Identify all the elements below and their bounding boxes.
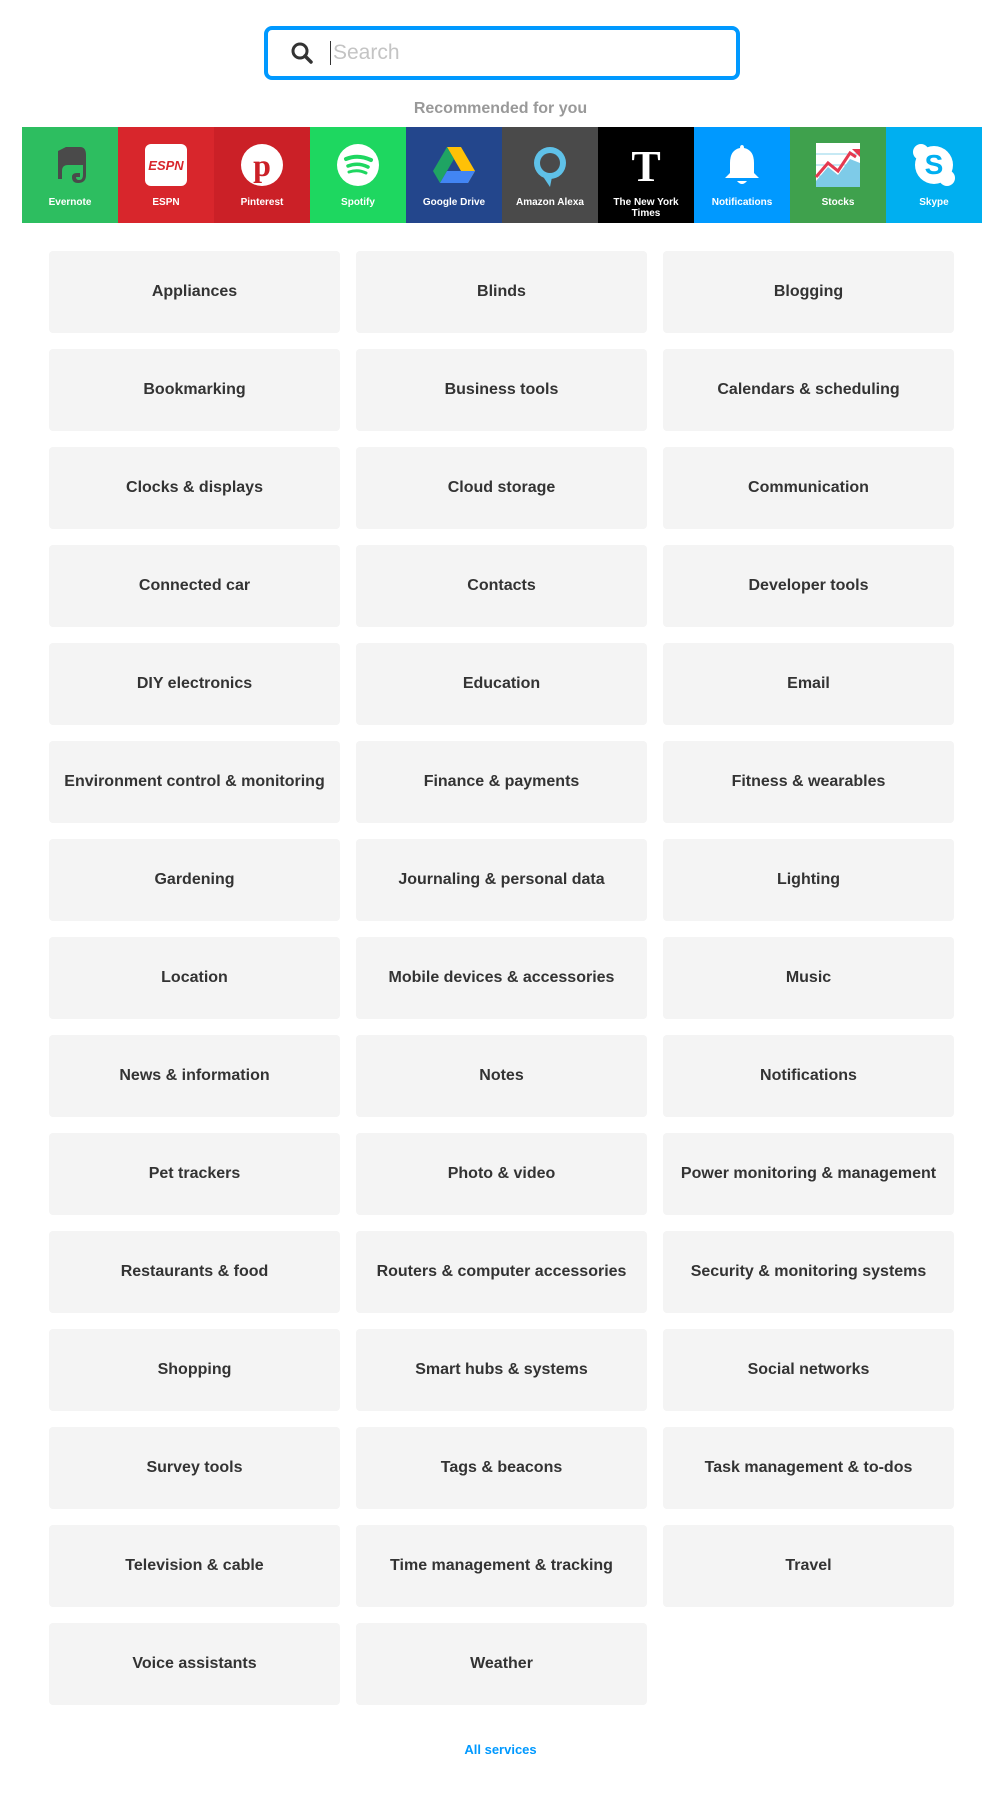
service-tile-label: Skype xyxy=(919,197,949,208)
category-music[interactable]: Music xyxy=(663,937,954,1019)
category-contacts[interactable]: Contacts xyxy=(356,545,647,627)
category-developer-tools[interactable]: Developer tools xyxy=(663,545,954,627)
category-calendars-scheduling[interactable]: Calendars & scheduling xyxy=(663,349,954,431)
category-time-management-tracking[interactable]: Time management & tracking xyxy=(356,1525,647,1607)
category-voice-assistants[interactable]: Voice assistants xyxy=(49,1623,340,1705)
recommended-services xyxy=(22,127,982,223)
category-bookmarking[interactable]: Bookmarking xyxy=(49,349,340,431)
pinterest-icon xyxy=(238,141,286,189)
service-tile-spotify[interactable] xyxy=(310,127,406,223)
service-tile-amazon-alexa[interactable] xyxy=(502,127,598,223)
category-social-networks[interactable]: Social networks xyxy=(663,1329,954,1411)
category-clocks-displays[interactable]: Clocks & displays xyxy=(49,447,340,529)
service-tile-espn[interactable] xyxy=(118,127,214,223)
category-task-management-to-dos[interactable]: Task management & to-dos xyxy=(663,1427,954,1509)
alexa-icon xyxy=(526,141,574,189)
svg-text:ESPN: ESPN xyxy=(148,158,184,173)
service-tile-label: Stocks xyxy=(821,197,855,208)
category-restaurants-food[interactable]: Restaurants & food xyxy=(49,1231,340,1313)
service-tile-skype[interactable] xyxy=(886,127,982,223)
category-cloud-storage[interactable]: Cloud storage xyxy=(356,447,647,529)
service-tile-label: Notifications xyxy=(711,197,773,208)
espn-icon xyxy=(142,141,190,189)
category-routers-computer-accessories[interactable]: Routers & computer accessories xyxy=(356,1231,647,1313)
nyt-icon xyxy=(622,141,670,189)
category-fitness-wearables[interactable]: Fitness & wearables xyxy=(663,741,954,823)
category-grid xyxy=(49,251,955,1705)
category-mobile-devices-accessories[interactable]: Mobile devices & accessories xyxy=(356,937,647,1019)
category-tags-beacons[interactable]: Tags & beacons xyxy=(356,1427,647,1509)
category-power-monitoring-management[interactable]: Power monitoring & management xyxy=(663,1133,954,1215)
search-box[interactable] xyxy=(264,26,740,80)
stocks-icon xyxy=(814,141,862,189)
service-tile-the-new-york-times[interactable] xyxy=(598,127,694,223)
service-tile-google-drive[interactable] xyxy=(406,127,502,223)
search-input[interactable] xyxy=(330,41,736,65)
category-weather[interactable]: Weather xyxy=(356,1623,647,1705)
category-location[interactable]: Location xyxy=(49,937,340,1019)
service-tile-label: Google Drive xyxy=(422,197,486,208)
category-survey-tools[interactable]: Survey tools xyxy=(49,1427,340,1509)
category-finance-payments[interactable]: Finance & payments xyxy=(356,741,647,823)
category-pet-trackers[interactable]: Pet trackers xyxy=(49,1133,340,1215)
category-photo-video[interactable]: Photo & video xyxy=(356,1133,647,1215)
category-journaling-personal-data[interactable]: Journaling & personal data xyxy=(356,839,647,921)
category-diy-electronics[interactable]: DIY electronics xyxy=(49,643,340,725)
service-tile-label: ESPN xyxy=(152,197,180,208)
category-news-information[interactable]: News & information xyxy=(49,1035,340,1117)
category-education[interactable]: Education xyxy=(356,643,647,725)
category-environment-control-monitoring[interactable]: Environment control & monitoring xyxy=(49,741,340,823)
category-travel[interactable]: Travel xyxy=(663,1525,954,1607)
category-lighting[interactable]: Lighting xyxy=(663,839,954,921)
category-shopping[interactable]: Shopping xyxy=(49,1329,340,1411)
bell-icon xyxy=(718,141,766,189)
service-tile-label: Evernote xyxy=(48,197,92,208)
evernote-icon xyxy=(46,141,94,189)
svg-text:p: p xyxy=(253,147,271,183)
svg-text:T: T xyxy=(631,142,661,189)
category-security-monitoring-systems[interactable]: Security & monitoring systems xyxy=(663,1231,954,1313)
service-tile-evernote[interactable] xyxy=(22,127,118,223)
service-tile-pinterest[interactable] xyxy=(214,127,310,223)
search-icon xyxy=(288,39,316,67)
all-services-link[interactable]: All services xyxy=(464,1742,537,1757)
service-tile-label: The New York Times xyxy=(613,197,679,219)
category-blinds[interactable]: Blinds xyxy=(356,251,647,333)
category-business-tools[interactable]: Business tools xyxy=(356,349,647,431)
service-tile-label: Amazon Alexa xyxy=(516,197,584,208)
category-communication[interactable]: Communication xyxy=(663,447,954,529)
recommended-heading: Recommended for you xyxy=(413,100,588,117)
spotify-icon xyxy=(334,141,382,189)
category-email[interactable]: Email xyxy=(663,643,954,725)
category-notifications[interactable]: Notifications xyxy=(663,1035,954,1117)
svg-text:S: S xyxy=(924,149,944,180)
category-television-cable[interactable]: Television & cable xyxy=(49,1525,340,1607)
category-notes[interactable]: Notes xyxy=(356,1035,647,1117)
google-drive-icon xyxy=(430,141,478,189)
service-tile-label: Pinterest xyxy=(240,197,284,208)
skype-icon xyxy=(910,141,958,189)
category-blogging[interactable]: Blogging xyxy=(663,251,954,333)
category-gardening[interactable]: Gardening xyxy=(49,839,340,921)
service-tile-label: Spotify xyxy=(341,197,375,208)
category-appliances[interactable]: Appliances xyxy=(49,251,340,333)
category-smart-hubs-systems[interactable]: Smart hubs & systems xyxy=(356,1329,647,1411)
category-connected-car[interactable]: Connected car xyxy=(49,545,340,627)
service-tile-stocks[interactable] xyxy=(790,127,886,223)
service-tile-notifications[interactable] xyxy=(694,127,790,223)
